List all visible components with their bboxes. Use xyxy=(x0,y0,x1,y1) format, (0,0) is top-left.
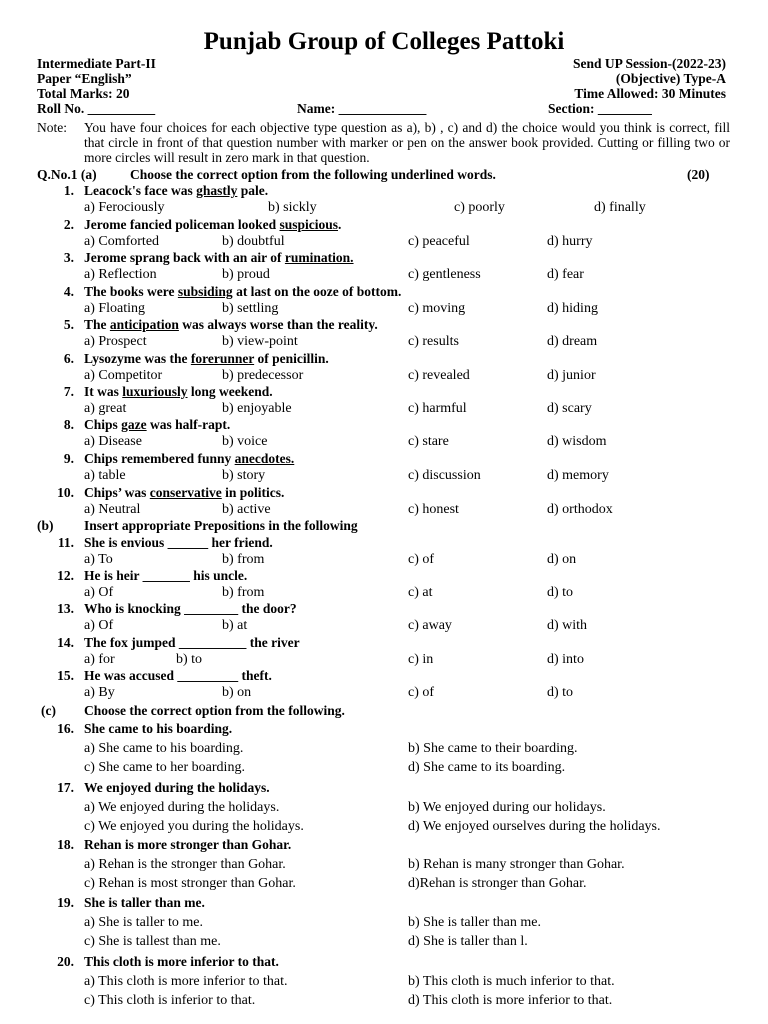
underlined-word: gaze xyxy=(121,417,147,432)
question-number: 20. xyxy=(57,954,74,969)
answer-option: d) hiding xyxy=(547,301,598,316)
note-label: Note: xyxy=(37,120,67,135)
answer-option: b) from xyxy=(222,552,265,567)
roll-number-field: Roll No. __________ xyxy=(37,101,156,116)
answer-option: b) Rehan is many stronger than Gohar. xyxy=(408,857,625,872)
question-text-before: The books were xyxy=(84,284,178,299)
question-body: This cloth is more inferior to that. xyxy=(84,954,279,969)
question-number: 11. xyxy=(57,535,74,550)
question-text-after: . xyxy=(338,217,342,232)
answer-option: d)Rehan is stronger than Gohar. xyxy=(408,876,587,891)
answer-option: d) We enjoyed ourselves during the holidays. xyxy=(408,819,661,834)
answer-option: b) sickly xyxy=(268,200,317,215)
answer-option: a) table xyxy=(84,468,126,483)
answer-option: c) of xyxy=(408,685,435,700)
answer-option: b) She came to their boarding. xyxy=(408,741,578,756)
question-text xyxy=(63,451,295,467)
answer-option: a) Comforted xyxy=(84,234,160,249)
question-number: 8. xyxy=(63,417,74,432)
question-text xyxy=(57,780,270,796)
answer-option: c) at xyxy=(408,585,433,600)
answer-option: a) She is taller to me. xyxy=(84,915,203,930)
section-field: Section: ________ xyxy=(548,101,652,116)
answer-option: a) Neutral xyxy=(84,502,141,517)
part-a-marks: (20) xyxy=(687,167,710,182)
answer-option: d) She came to its boarding. xyxy=(408,760,566,775)
question-number: 17. xyxy=(57,780,74,795)
question-text xyxy=(63,317,378,333)
question-number: 14. xyxy=(57,635,74,650)
college-title: Punjab Group of Colleges Pattoki xyxy=(203,28,565,55)
answer-option: a) Competitor xyxy=(84,368,163,383)
question-text xyxy=(63,284,402,300)
answer-option: d) scary xyxy=(547,401,592,416)
answer-option: c) She is tallest than me. xyxy=(84,934,221,949)
underlined-word: subsiding xyxy=(177,284,233,299)
question-body: We enjoyed during the holidays. xyxy=(84,780,270,795)
question-text xyxy=(57,635,300,651)
question-body: She came to his boarding. xyxy=(84,721,233,736)
paper-label: Paper “English” xyxy=(37,71,132,86)
part-c-instruction: Choose the correct option from the following. xyxy=(84,703,345,718)
underlined-word: conservative xyxy=(149,485,222,500)
question-text xyxy=(63,183,269,199)
question-text xyxy=(57,721,233,737)
answer-option: c) results xyxy=(408,334,459,349)
question-text xyxy=(63,217,342,233)
answer-option: d) finally xyxy=(594,200,646,215)
answer-option: b) story xyxy=(222,468,266,483)
underlined-word: forerunner xyxy=(190,351,255,366)
question-number: 15. xyxy=(57,668,74,683)
question-body: The fox jumped __________ the river xyxy=(84,635,300,650)
underlined-word: ghastly xyxy=(196,183,238,198)
answer-option: d) dream xyxy=(547,334,598,349)
answer-option: d) hurry xyxy=(547,234,593,249)
question-text-before: Chips’ was xyxy=(84,485,150,500)
question-number: 9. xyxy=(63,451,74,466)
answer-option: b) proud xyxy=(222,267,270,282)
answer-option: b) doubtful xyxy=(222,234,285,249)
answer-option: b) We enjoyed during our holidays. xyxy=(408,800,606,815)
answer-option: a) Of xyxy=(84,618,114,633)
part-c-label: (c) xyxy=(41,703,56,718)
question-body: He is heir _______ his uncle. xyxy=(84,568,248,583)
answer-option: d) into xyxy=(547,652,584,667)
question-text-after: was half-rapt. xyxy=(146,417,231,432)
answer-option: c) gentleness xyxy=(408,267,481,282)
question-text-after: in politics. xyxy=(221,485,285,500)
answer-option: b) She is taller than me. xyxy=(408,915,541,930)
answer-option: b) to xyxy=(176,652,203,667)
part-b-label: (b) xyxy=(37,518,54,533)
question-body: Rehan is more stronger than Gohar. xyxy=(84,837,292,852)
question-text-before: Jerome sprang back with an air of xyxy=(84,250,285,265)
answer-option: c) honest xyxy=(408,502,459,517)
question-text-after: of penicillin. xyxy=(254,351,329,366)
answer-option: b) view-point xyxy=(222,334,298,349)
question-body: Who is knocking ________ the door? xyxy=(84,601,297,616)
question-number: 10. xyxy=(57,485,74,500)
underlined-word: suspicious xyxy=(279,217,339,232)
question-number: 5. xyxy=(63,317,74,332)
answer-option: d) orthodox xyxy=(547,502,613,517)
answer-option: b) on xyxy=(222,685,252,700)
answer-option: d) on xyxy=(547,552,577,567)
answer-option: c) revealed xyxy=(408,368,470,383)
class-label: Intermediate Part-II xyxy=(37,56,156,71)
question-text xyxy=(63,351,329,367)
question-text-before: Chips xyxy=(84,417,122,432)
answer-option: c) of xyxy=(408,552,435,567)
answer-option: c) harmful xyxy=(408,401,467,416)
question-text-before: Leacock's face was xyxy=(84,183,197,198)
answer-option: c) Rehan is most stronger than Gohar. xyxy=(84,876,296,891)
answer-option: d) wisdom xyxy=(547,434,607,449)
answer-option: a) We enjoyed during the holidays. xyxy=(84,800,280,815)
question-text-after: long weekend. xyxy=(187,384,273,399)
instructions-note xyxy=(37,120,730,165)
question-text xyxy=(57,485,285,501)
question-number: 12. xyxy=(57,568,74,583)
underlined-word: rumination. xyxy=(284,250,354,265)
question-body: She is envious ______ her friend. xyxy=(84,535,273,550)
time-allowed-label: Time Allowed: 30 Minutes xyxy=(574,86,726,101)
question-number: 2. xyxy=(63,217,74,232)
answer-option: c) peaceful xyxy=(408,234,470,249)
answer-option: a) By xyxy=(84,685,115,700)
question-text-before: Lysozyme was the xyxy=(84,351,191,366)
question-number: 19. xyxy=(57,895,74,910)
answer-option: a) Ferociously xyxy=(84,200,165,215)
question-text xyxy=(57,954,279,970)
question-body: She is taller than me. xyxy=(84,895,205,910)
answer-option: a) Rehan is the stronger than Gohar. xyxy=(84,857,286,872)
question-text xyxy=(63,384,273,400)
paper-type-label: (Objective) Type-A xyxy=(615,71,726,86)
answer-option: b) settling xyxy=(222,301,279,316)
name-field: Name: _____________ xyxy=(297,101,427,116)
answer-option: d) This cloth is more inferior to that. xyxy=(408,993,613,1008)
question-text-before: Jerome fancied policeman looked xyxy=(84,217,280,232)
answer-option: d) with xyxy=(547,618,588,633)
answer-option: a) Reflection xyxy=(84,267,157,282)
question-number: 18. xyxy=(57,837,74,852)
question-text-after: was always worse than the reality. xyxy=(178,317,378,332)
session-label: Send UP Session-(2022-23) xyxy=(572,56,726,71)
answer-option: c) This cloth is inferior to that. xyxy=(84,993,256,1008)
answer-option: d) memory xyxy=(547,468,609,483)
answer-option: a) for xyxy=(84,652,115,667)
question-number: 6. xyxy=(63,351,74,366)
question-text-before: It was xyxy=(84,384,123,399)
answer-option: b) enjoyable xyxy=(222,401,292,416)
answer-option: a) Of xyxy=(84,585,114,600)
question-text xyxy=(63,250,354,266)
question-body: He was accused _________ theft. xyxy=(84,668,272,683)
question-text xyxy=(57,601,297,617)
question-text-before: Chips remembered funny xyxy=(84,451,235,466)
underlined-word: anecdotes. xyxy=(234,451,295,466)
question-text xyxy=(57,837,292,853)
question-number: 13. xyxy=(57,601,74,616)
part-a-instruction: Choose the correct option from the following underlined words. xyxy=(130,167,496,182)
question-number: 16. xyxy=(57,721,74,736)
answer-option: c) away xyxy=(408,618,452,633)
answer-option: b) active xyxy=(222,502,271,517)
answer-option: a) great xyxy=(84,401,127,416)
answer-option: c) discussion xyxy=(408,468,481,483)
answer-option: d) to xyxy=(547,585,574,600)
answer-option: a) She came to his boarding. xyxy=(84,741,244,756)
question-number: 3. xyxy=(63,250,74,265)
underlined-word: anticipation xyxy=(109,317,179,332)
question-number: 4. xyxy=(63,284,74,299)
answer-option: c) in xyxy=(408,652,434,667)
question-text xyxy=(63,417,231,433)
answer-option: d) to xyxy=(547,685,574,700)
answer-option: a) This cloth is more inferior to that. xyxy=(84,974,288,989)
total-marks-label: Total Marks: 20 xyxy=(37,86,130,101)
answer-option: d) junior xyxy=(547,368,596,383)
answer-option: c) moving xyxy=(408,301,466,316)
question-text xyxy=(57,668,272,684)
part-b-instruction: Insert appropriate Prepositions in the following xyxy=(84,518,358,533)
answer-option: b) from xyxy=(222,585,265,600)
question-text-after: pale. xyxy=(237,183,269,198)
answer-option: c) stare xyxy=(408,434,449,449)
part-a-label: Q.No.1 (a) xyxy=(37,167,97,182)
answer-option: a) Floating xyxy=(84,301,146,316)
question-text xyxy=(57,535,273,551)
answer-option: c) We enjoyed you during the holidays. xyxy=(84,819,304,834)
answer-option: d) fear xyxy=(547,267,584,282)
answer-option: a) Prospect xyxy=(84,334,147,349)
answer-option: a) Disease xyxy=(84,434,142,449)
answer-option: a) To xyxy=(84,552,113,567)
question-number: 7. xyxy=(63,384,74,399)
answer-option: b) predecessor xyxy=(222,368,304,383)
question-number: 1. xyxy=(63,183,74,198)
answer-option: c) poorly xyxy=(454,200,505,215)
question-text-after: at last on the ooze of bottom. xyxy=(232,284,402,299)
question-text xyxy=(57,895,205,911)
question-text xyxy=(57,568,248,584)
question-text-before: The xyxy=(84,317,110,332)
answer-option: d) She is taller than l. xyxy=(408,934,528,949)
answer-option: b) This cloth is much inferior to that. xyxy=(408,974,615,989)
answer-option: c) She came to her boarding. xyxy=(84,760,245,775)
note-text: You have four choices for each objective type question as a), b) , c) and d) the choice would you think is correct, fill that circle in front of that question number with marker or pen on the answer book provided. Cutting or filling two or more circles will result in zero mark in that question. xyxy=(84,120,730,165)
answer-option: b) voice xyxy=(222,434,268,449)
answer-option: b) at xyxy=(222,618,248,633)
underlined-word: luxuriously xyxy=(122,384,188,399)
